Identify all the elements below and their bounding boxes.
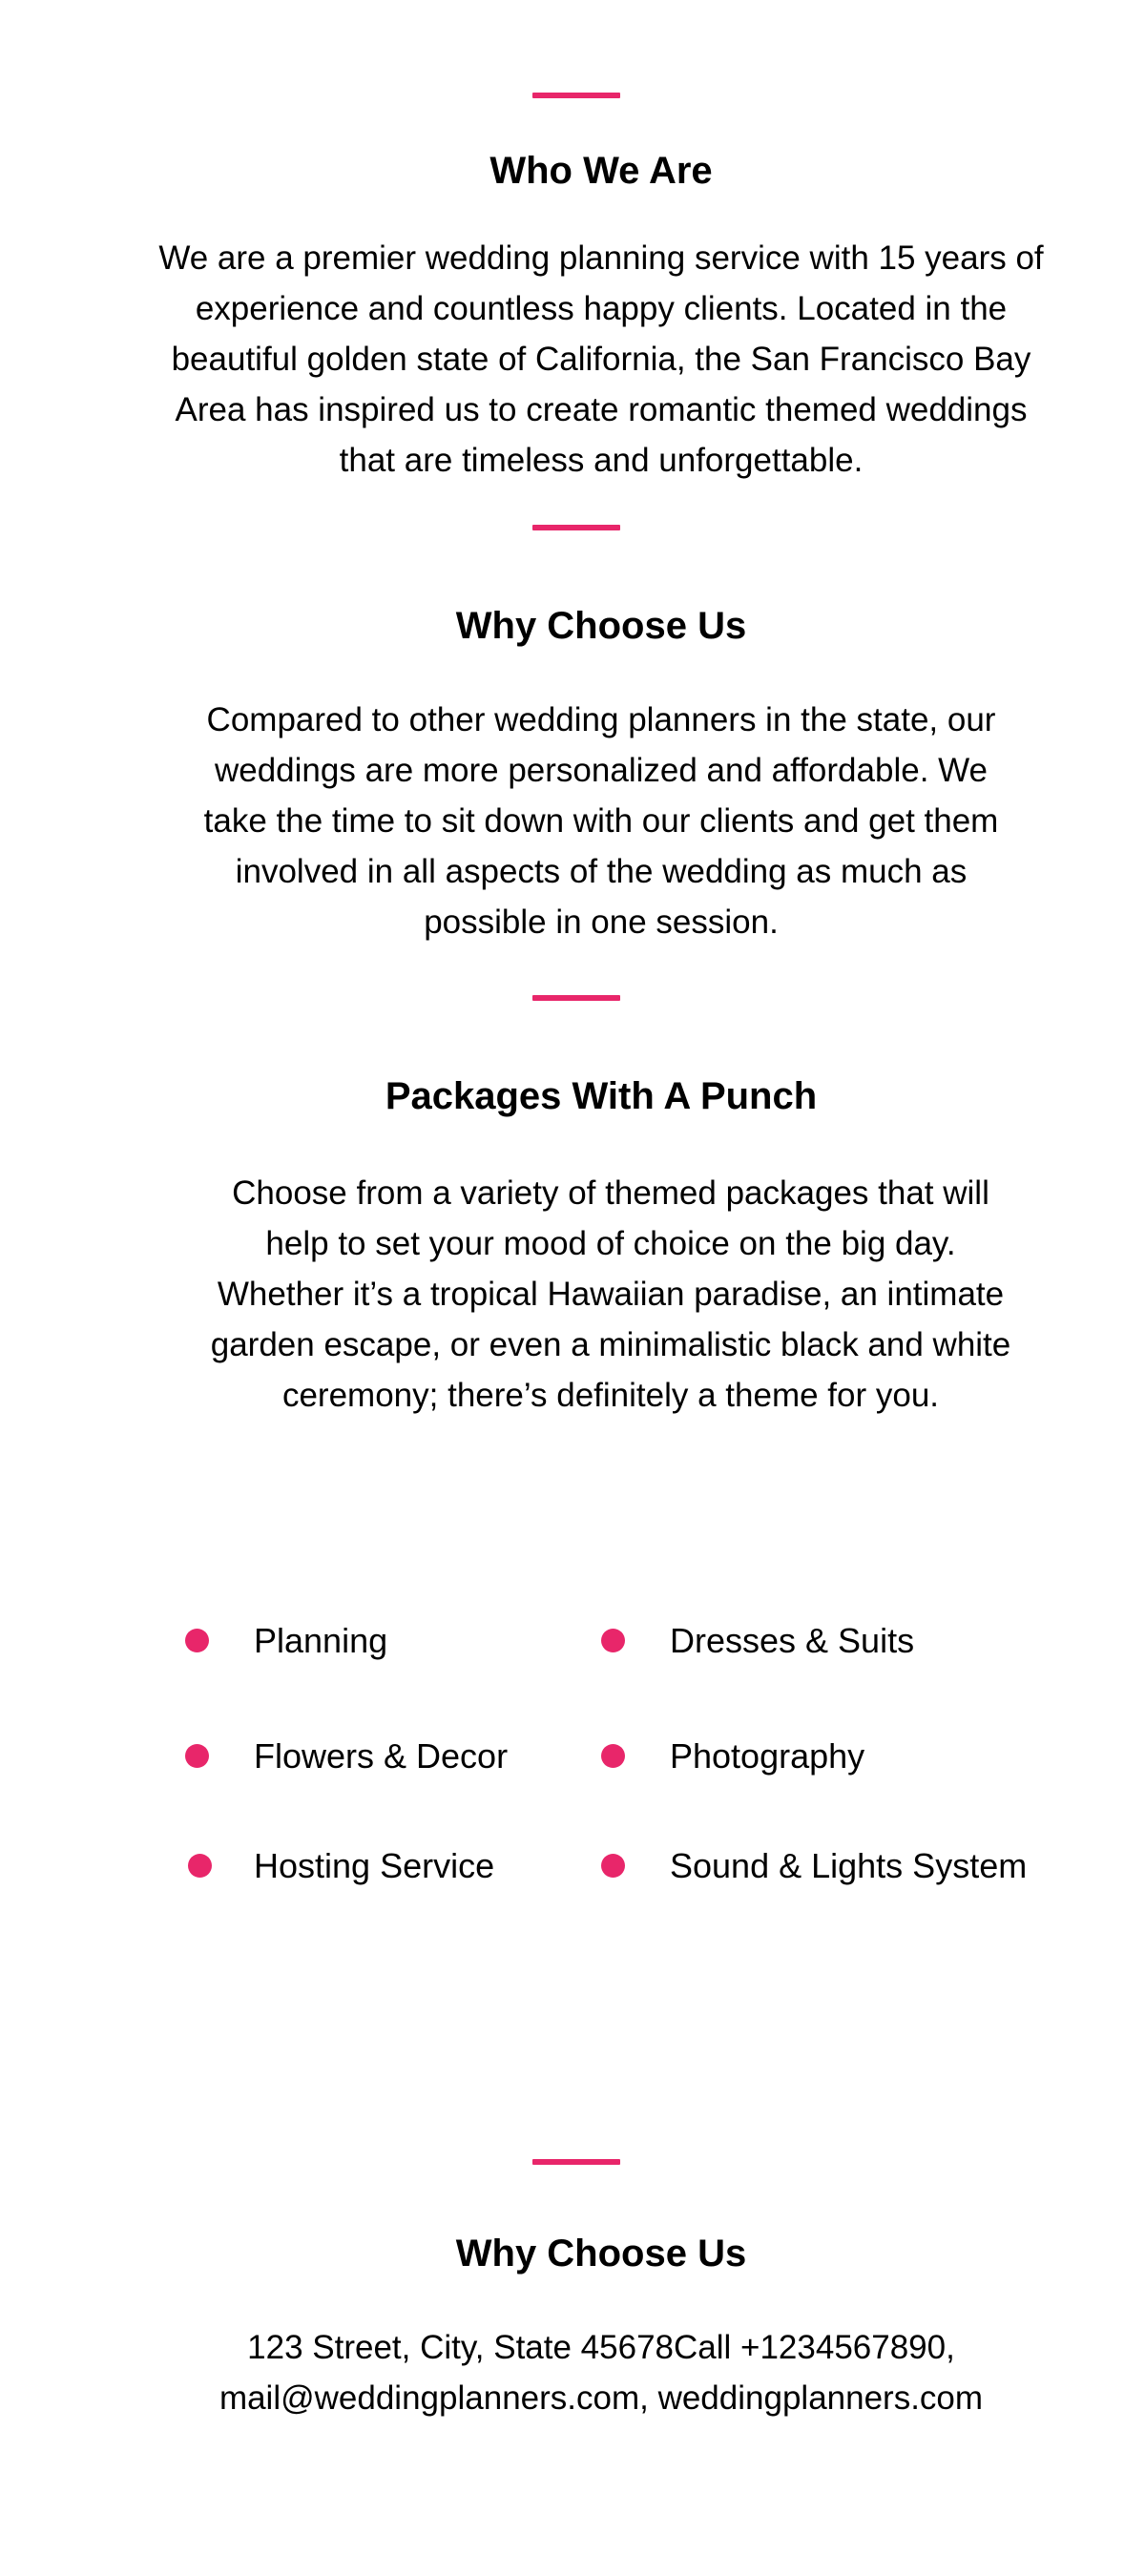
paragraph-line: Choose from a variety of themed packages that will (232, 1174, 989, 1212)
heading-contact: Why Choose Us (455, 2233, 747, 2275)
bullet-dot-icon (185, 1744, 209, 1768)
contact-line: mail@weddingplanners.com, weddingplanners.com (219, 2379, 984, 2417)
paragraph-line: garden escape, or even a minimalistic black and white (210, 1326, 1011, 1363)
paragraph-line: Compared to other wedding planners in the state, our (206, 701, 996, 738)
paragraph-why-choose-us (95, 695, 1107, 947)
service-label: Hosting Service (254, 1846, 495, 1885)
paragraph-line: Whether it’s a tropical Hawaiian paradise, an intimate (217, 1276, 1005, 1313)
section-divider-why (532, 525, 620, 530)
service-label: Flowers & Decor (254, 1736, 509, 1776)
paragraph-line: help to set your mood of choice on the big day. (265, 1225, 956, 1262)
paragraph-line: involved in all aspects of the wedding as much as (235, 853, 968, 890)
service-label: Photography (670, 1736, 865, 1776)
paragraph-line: experience and countless happy clients. Located in the (195, 290, 1008, 327)
section-divider-contact (532, 2159, 620, 2165)
contact-line: 123 Street, City, State 45678Call +1234567890, (247, 2329, 955, 2366)
paragraph-line: ceremony; there’s definitely a theme for you. (281, 1377, 940, 1414)
paragraph-line: that are timeless and unforgettable. (339, 442, 864, 479)
service-label: Planning (254, 1621, 388, 1660)
service-label: Dresses & Suits (670, 1621, 915, 1660)
section-divider-who (532, 93, 620, 98)
heading-who-we-are: Who We Are (489, 150, 713, 192)
heading-why-choose-us: Why Choose Us (455, 605, 747, 647)
paragraph-line: We are a premier wedding planning service with 15 years of (158, 239, 1044, 277)
section-divider-packages (532, 995, 620, 1001)
service-label: Sound & Lights System (670, 1846, 1028, 1885)
heading-packages: Packages With A Punch (385, 1075, 818, 1117)
paragraph-line: Area has inspired us to create romantic themed weddings (175, 391, 1028, 428)
paragraph-line: possible in one session. (424, 904, 779, 941)
paragraph-who-we-are (95, 233, 1107, 486)
bullet-dot-icon (601, 1854, 625, 1878)
paragraph-line: beautiful golden state of California, the San Francisco Bay (171, 341, 1031, 378)
bullet-dot-icon (601, 1744, 625, 1768)
bullet-dot-icon (188, 1854, 212, 1878)
paragraph-line: weddings are more personalized and affordable. We (214, 752, 989, 789)
bullet-dot-icon (601, 1629, 625, 1652)
contact-info (95, 2322, 1107, 2423)
paragraph-line: take the time to sit down with our clients and get them (203, 802, 999, 840)
bullet-dot-icon (185, 1629, 209, 1652)
paragraph-packages (95, 1168, 1126, 1421)
